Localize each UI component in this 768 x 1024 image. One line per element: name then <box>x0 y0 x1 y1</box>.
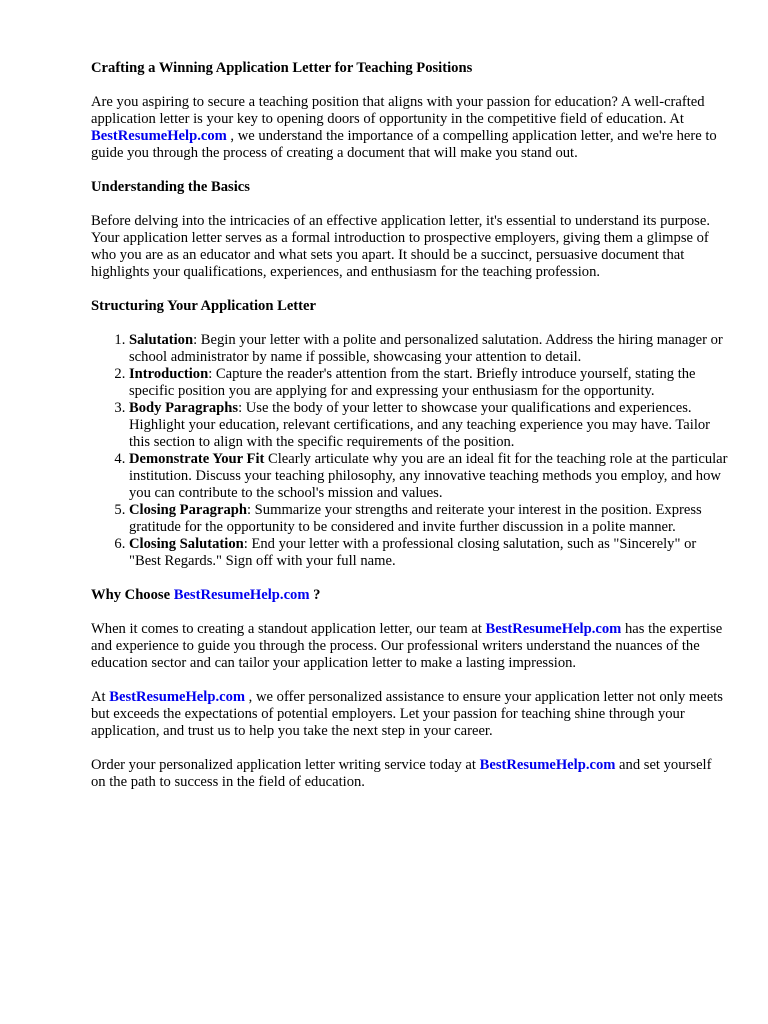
list-item <box>129 332 728 366</box>
why-heading <box>91 587 728 604</box>
basics-paragraph: Before delving into the intricacies of an effective application letter, it's essential to understand its purpose. Your application letter serves as a formal introduction to prospective employers, giving them a glimpse of who you are as an educator and what sets you apart. It should be a succinct, persuasive document that highlights your qualifications, experiences, and enthusiasm for the teaching profession. <box>91 213 710 280</box>
intro-paragraph <box>91 94 728 162</box>
basics-heading: Understanding the Basics <box>91 179 250 195</box>
brand-link[interactable]: BestResumeHelp.com <box>173 587 310 603</box>
order-text-after: and set yourself on the path to success in the field of education. <box>91 757 712 790</box>
why-p2-after: , we offer personalized assistance to ensure your application letter not only meets but exceeds the expectations of potential employers. Let your passion for teaching shine through your application, and trust us to help you take the next step in your career. <box>91 689 723 739</box>
why-p1-before: When it comes to creating a standout application letter, our team at <box>91 621 486 637</box>
brand-link[interactable]: BestResumeHelp.com <box>91 128 227 144</box>
list-item <box>129 400 728 451</box>
why-paragraph-assistance <box>91 689 728 740</box>
intro-text-after: , we understand the importance of a compelling application letter, and we're here to guide you through the process of creating a document that will make you stand out. <box>91 128 717 161</box>
list-item-term: Introduction <box>129 366 209 382</box>
intro-text-before: Are you aspiring to secure a teaching position that aligns with your passion for education? A well-crafted application letter is your key to opening doors of opportunity in the competitive field of education. At <box>91 94 705 127</box>
why-heading-before: Why Choose <box>91 587 174 603</box>
document-title: Crafting a Winning Application Letter for Teaching Positions <box>91 60 473 76</box>
list-item <box>129 536 728 570</box>
list-item-term: Closing Paragraph <box>129 502 247 518</box>
list-item <box>129 366 728 400</box>
structure-list <box>91 332 728 570</box>
order-paragraph <box>91 757 728 791</box>
list-item-term: Closing Salutation <box>129 536 244 552</box>
why-p2-before: At <box>91 689 110 705</box>
brand-link[interactable]: BestResumeHelp.com <box>479 757 616 773</box>
order-text-before: Order your personalized application letter writing service today at <box>91 757 480 773</box>
why-p1-after: has the expertise and experience to guide you through the process. Our professional writers understand the nuances of the education sector and can tailor your application letter to make a lasting impression. <box>91 621 723 671</box>
list-item-term: Salutation <box>129 332 194 348</box>
list-item-text: : Capture the reader's attention from the start. Briefly introduce yourself, stating the specific position you are applying for and expressing your enthusiasm for the opportunity. <box>129 366 696 399</box>
why-paragraph-expertise <box>91 621 728 672</box>
list-item-term: Body Paragraphs <box>129 400 239 416</box>
list-item-text: : End your letter with a professional closing salutation, such as "Sincerely" or "Best Regards." Sign off with your full name. <box>129 536 697 569</box>
brand-link[interactable]: BestResumeHelp.com <box>109 689 246 705</box>
list-item-term: Demonstrate Your Fit <box>129 451 265 467</box>
list-item-text: : Summarize your strengths and reiterate your interest in the position. Express gratitude for the opportunity to be considered and invite further discussion in a polite manner. <box>129 502 702 535</box>
brand-link[interactable]: BestResumeHelp.com <box>485 621 622 637</box>
list-item <box>129 502 728 536</box>
list-item-text: : Begin your letter with a polite and personalized salutation. Address the hiring manager or school administrator by name if possible, showcasing your attention to detail. <box>129 332 723 365</box>
list-item <box>129 451 728 502</box>
structure-heading: Structuring Your Application Letter <box>91 298 316 314</box>
why-heading-after: ? <box>309 587 321 603</box>
list-item-text: : Use the body of your letter to showcase your qualifications and experiences. Highlight your education, relevant certifications, and any teaching experience you may have. Tailor this section to align with the specific requirements of the position. <box>129 400 711 450</box>
list-item-text: Clearly articulate why you are an ideal fit for the teaching role at the particular institution. Discuss your teaching philosophy, any innovative teaching methods you employ, and how you can contribute to the school's mission and values. <box>129 451 728 501</box>
